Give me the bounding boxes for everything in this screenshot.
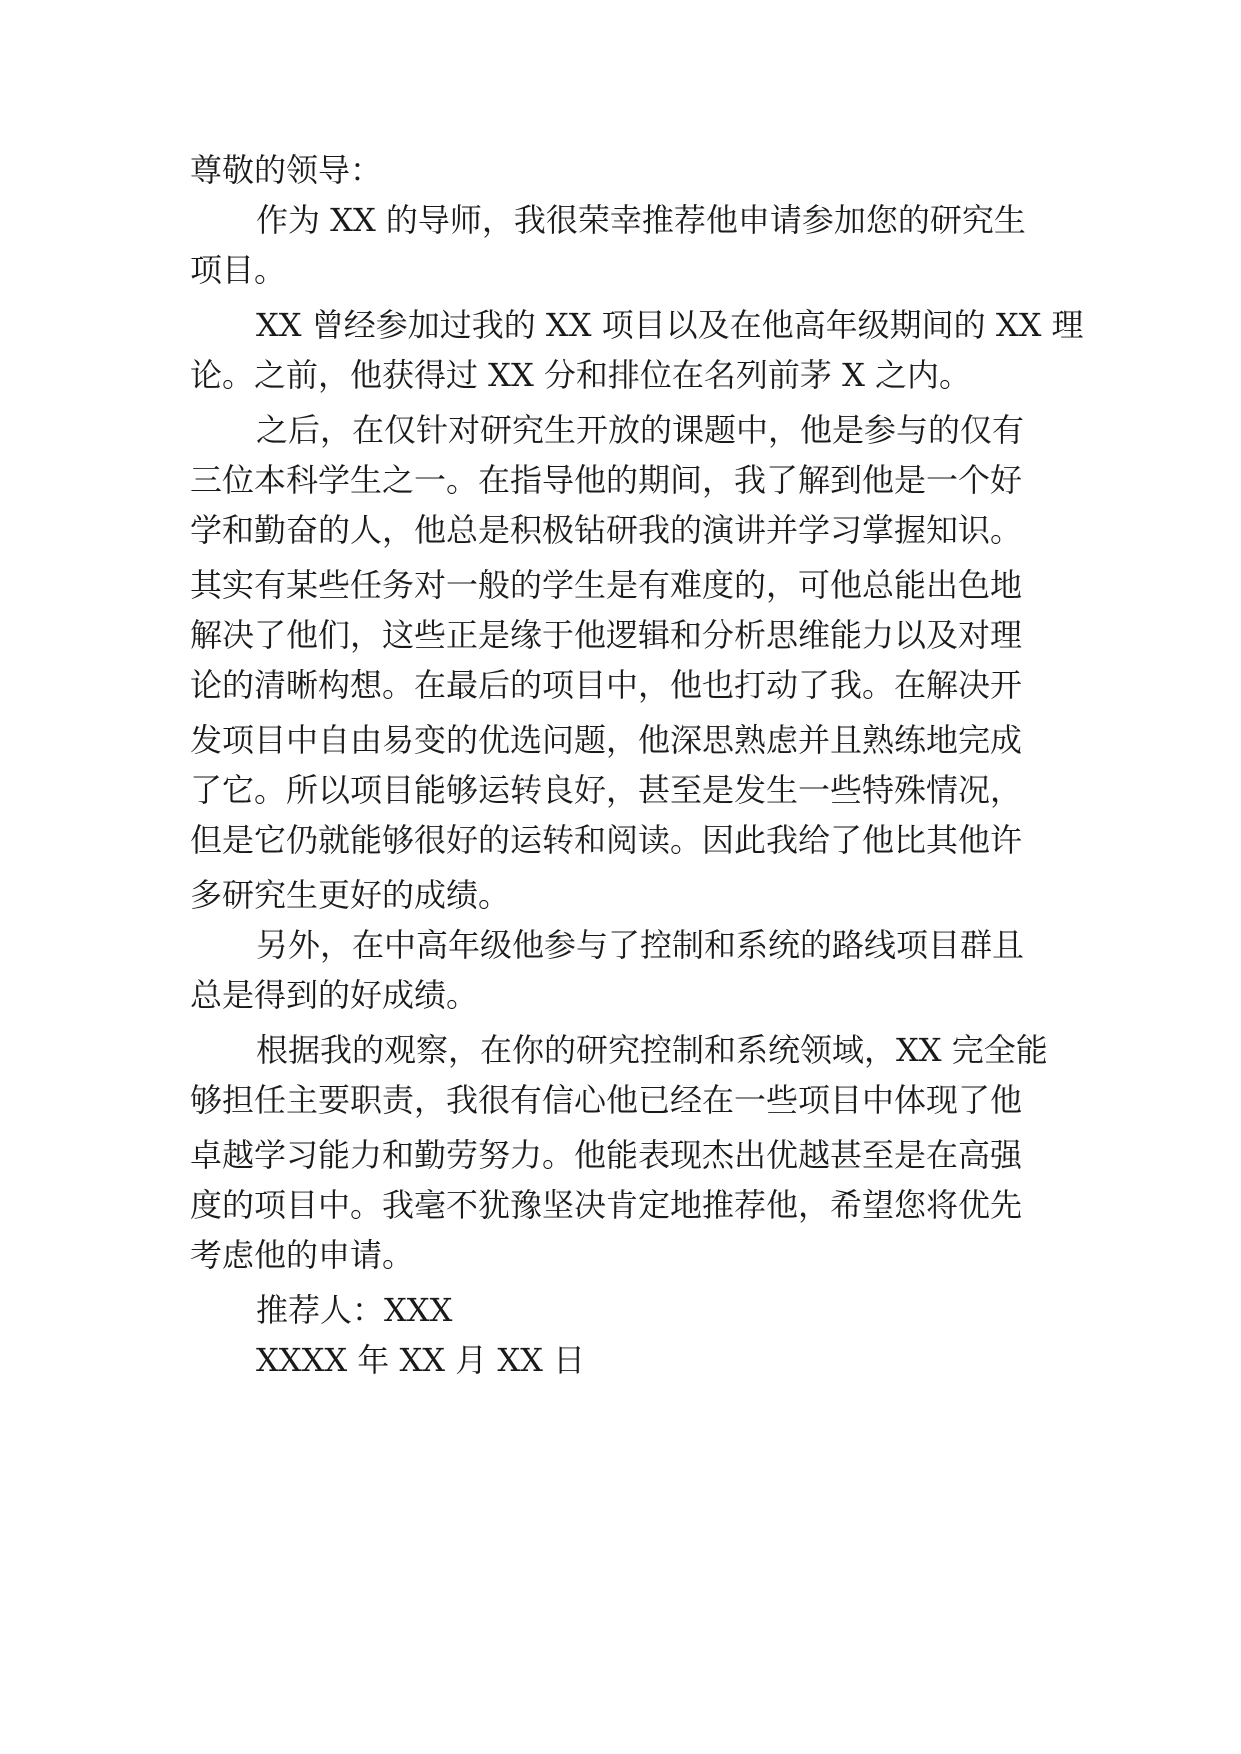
paragraph-line: 其实有某些任务对一般的学生是有难度的，可他总能出色地 <box>190 566 1023 604</box>
paragraph-line: 发项目中自由易变的优选问题，他深思熟虑并且熟练地完成 <box>190 721 1023 759</box>
date-line: XXXX 年 XX 月 XX 日 <box>256 1341 586 1379</box>
paragraph-line: 论。之前，他获得过 XX 分和排位在名列前茅 X 之内。 <box>190 356 972 394</box>
salutation: 尊敬的领导： <box>190 151 383 189</box>
paragraph-line: XX 曾经参加过我的 XX 项目以及在他高年级期间的 XX 理 <box>256 306 1084 344</box>
paragraph-line: 之后，在仅针对研究生开放的课题中，他是参与的仅有 <box>256 411 1025 449</box>
paragraph-line: 另外，在中高年级他参与了控制和系统的路线项目群且 <box>256 926 1025 964</box>
paragraph-line: 但是它仍就能够很好的运转和阅读。因此我给了他比其他许 <box>190 821 1023 859</box>
recommender-line: 推荐人：XXX <box>256 1291 453 1329</box>
paragraph-line: 多研究生更好的成绩。 <box>190 876 511 914</box>
paragraph-line: 根据我的观察，在你的研究控制和系统领域，XX 完全能 <box>256 1031 1048 1069</box>
paragraph-line: 项目。 <box>190 251 287 289</box>
paragraph-line: 学和勤奋的人，他总是积极钻研我的演讲并学习掌握知识。 <box>190 511 1023 549</box>
paragraph-line: 三位本科学生之一。在指导他的期间，我了解到他是一个好 <box>190 461 1023 499</box>
paragraph-line: 卓越学习能力和勤劳努力。他能表现杰出优越甚至是在高强 <box>190 1136 1023 1174</box>
paragraph-line: 够担任主要职责，我很有信心他已经在一些项目中体现了他 <box>190 1081 1023 1119</box>
paragraph-line: 论的清晰构想。在最后的项目中，他也打动了我。在解决开 <box>190 666 1023 704</box>
paragraph-line: 总是得到的好成绩。 <box>190 976 479 1014</box>
paragraph-line: 作为 XX 的导师，我很荣幸推荐他申请参加您的研究生 <box>256 201 1026 239</box>
paragraph-line: 考虑他的申请。 <box>190 1236 415 1274</box>
paragraph-line: 了它。所以项目能够运转良好，甚至是发生一些特殊情况， <box>190 771 1023 809</box>
paragraph-line: 度的项目中。我毫不犹豫坚决肯定地推荐他，希望您将优先 <box>190 1186 1023 1224</box>
paragraph-line: 解决了他们，这些正是缘于他逻辑和分析思维能力以及对理 <box>190 616 1023 654</box>
